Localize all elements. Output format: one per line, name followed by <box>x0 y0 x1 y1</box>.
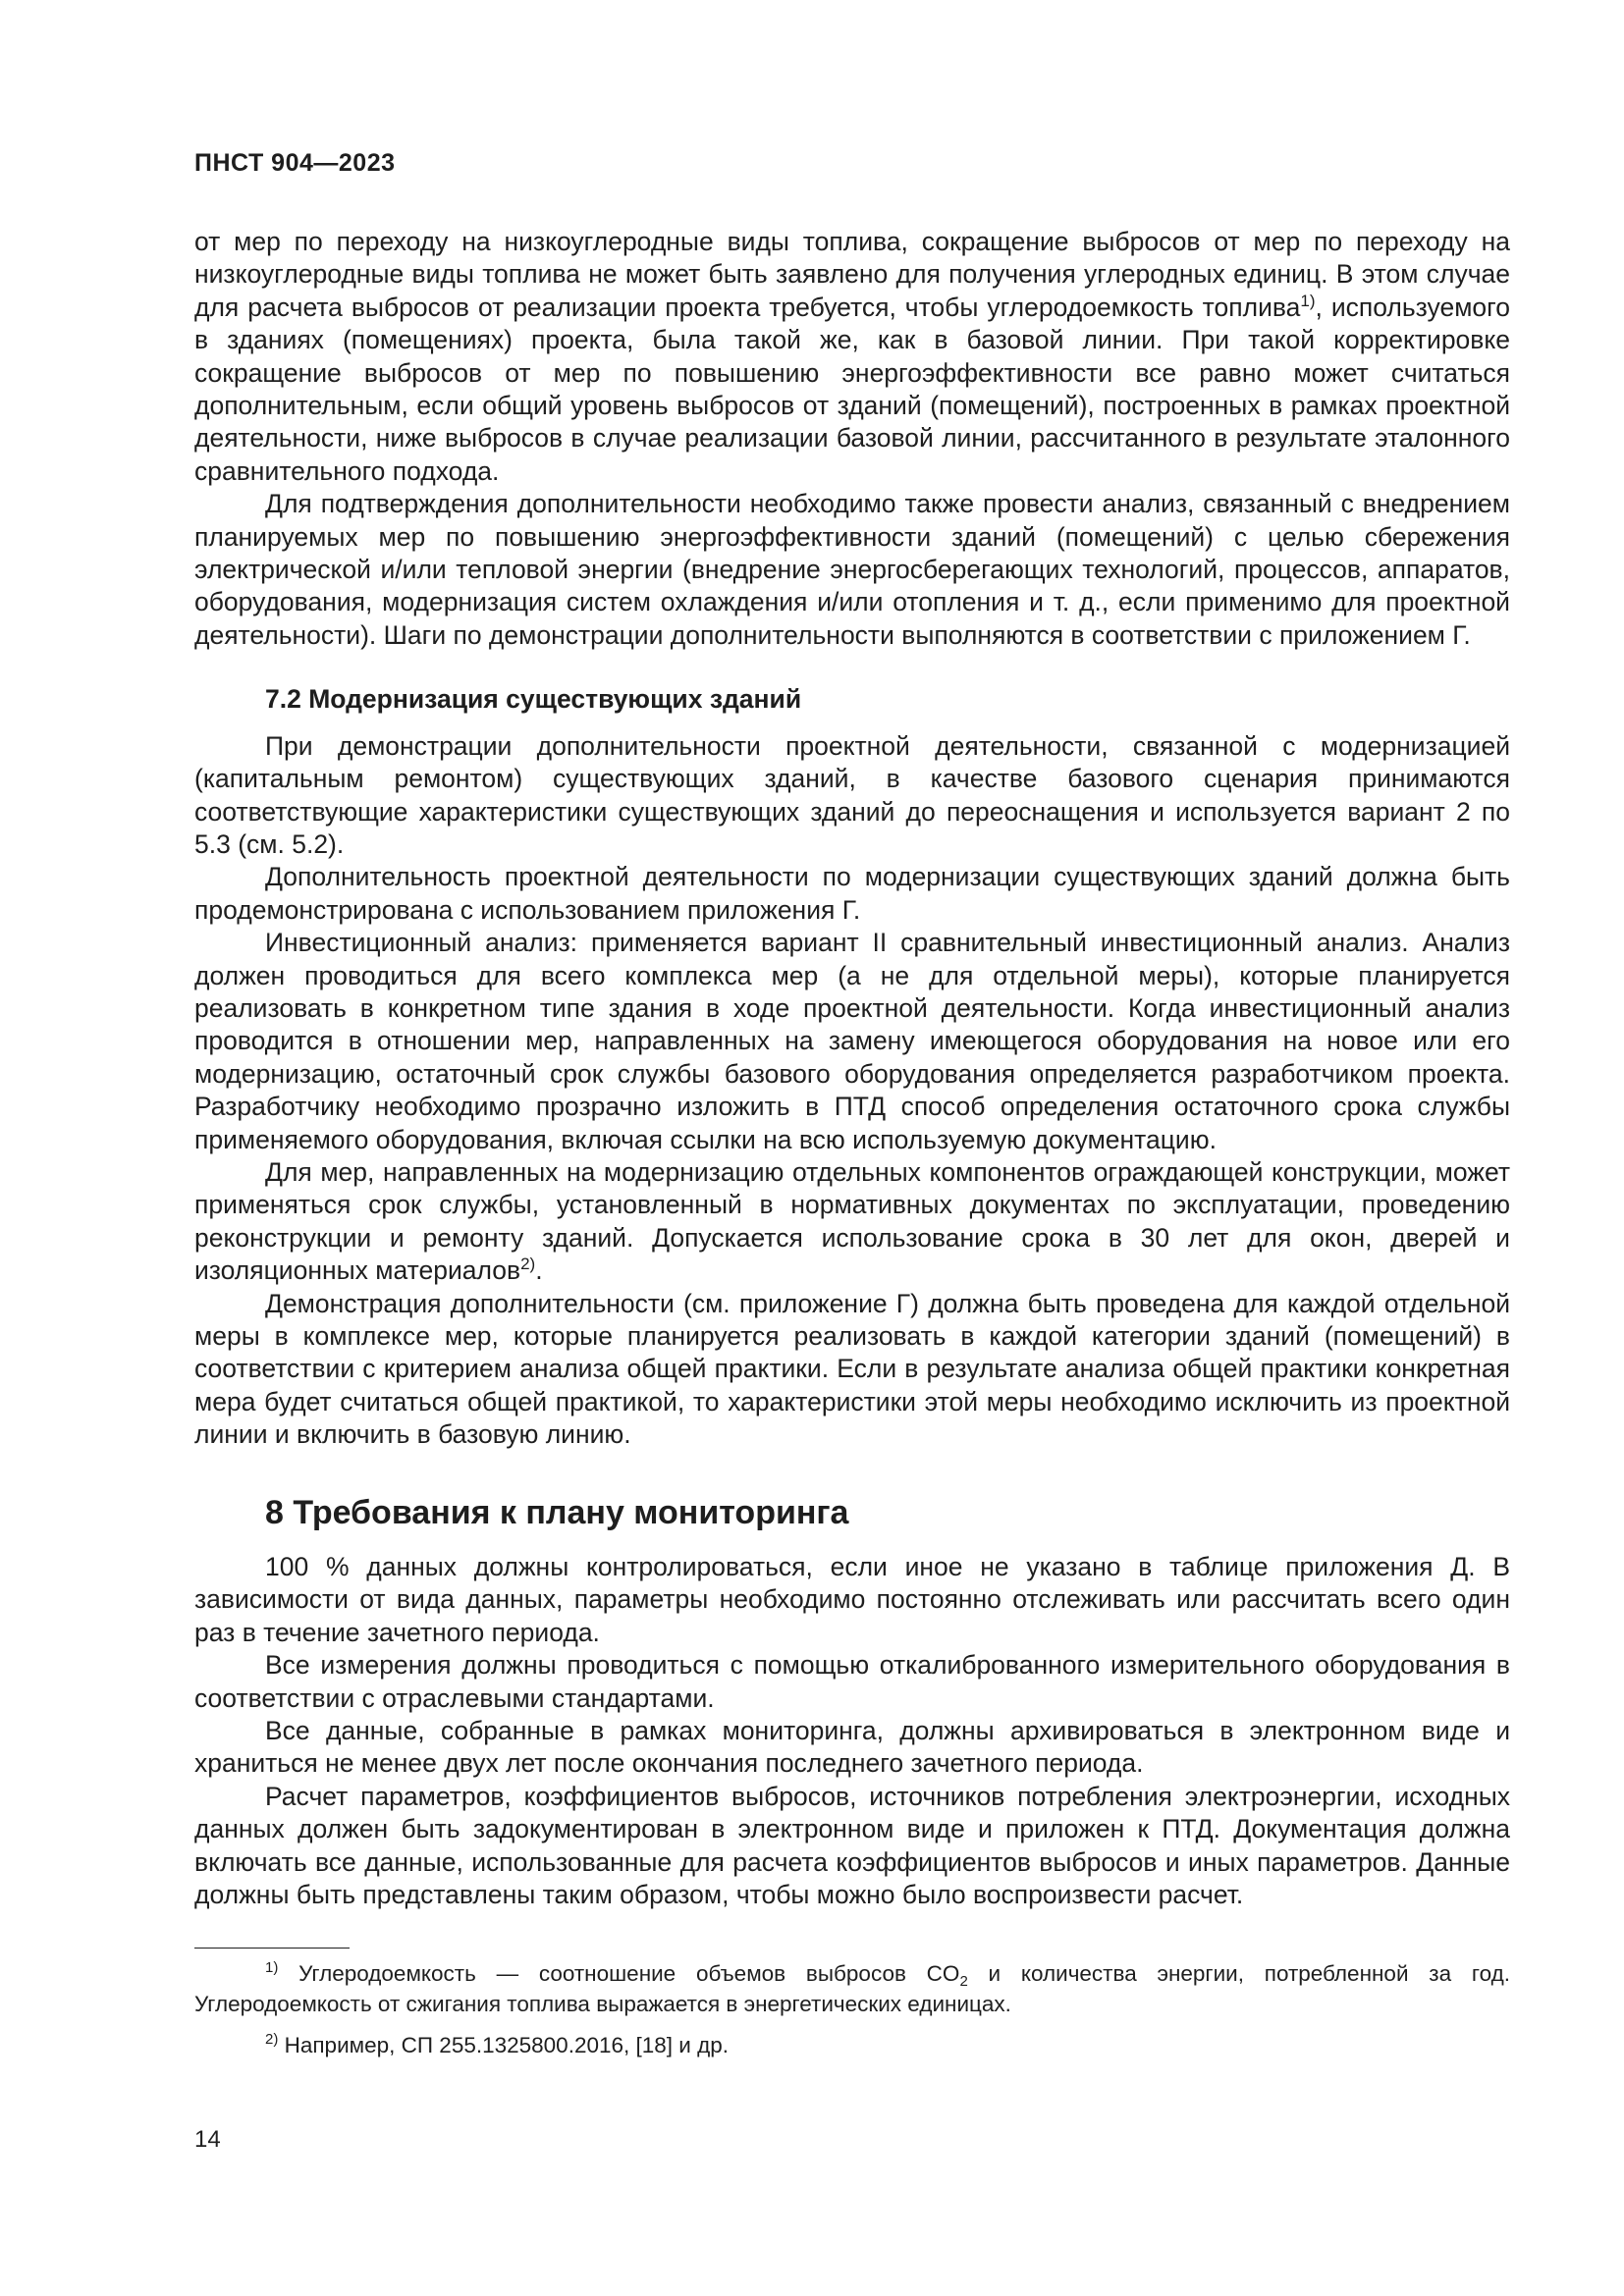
section-heading-8: 8 Требования к плану мониторинга <box>265 1493 849 1531</box>
paragraph: 100 % данных должны контролироваться, если иное не указано в таблице приложения Д. В зависимости от вида данных, параметры необходимо постоянно отслеживать или рассчитать всего один раз в течение зачетного периода. <box>194 1552 1510 1647</box>
paragraph: Все данные, собранные в рамках мониторинга, должны архивироваться в электронном виде и храниться не менее двух лет после окончания последнего зачетного периода. <box>194 1716 1510 1779</box>
footnote-ref-2: 2) <box>520 1255 536 1274</box>
section-heading-7-2: 7.2 Модернизация существующих зданий <box>265 684 802 715</box>
paragraph: Расчет параметров, коэффициентов выбросов, источников потребления электроэнергии, исходных данных должен быть задокументирован в электронном виде и приложен к ПТД. Документация должна включать все данные, использованные для расчета коэффициентов выбросов и иных параметров. Данные должны быть представлены таким образом, чтобы можно было воспроизвести расчет. <box>194 1781 1510 1910</box>
paragraph-continuation: от мер по переходу на низкоуглеродные виды топлива, сокращение выбросов от мер по переходу на низкоуглеродные виды топлива не может быть заявлено для получения углеродных единиц. В этом случае для расчета выбросов от реализации проекта требуется, чтобы углеродоемкость топлива$^{1)}$, используемого в зданиях (помещениях) проекта, была такой же, как в базовой линии. При такой корректировке сокращение выбросов от мер по повышению энергоэффективности все равно может считаться дополнительным, если общий уровень выбросов от зданий (помещений), построенных в рамках проектной деятельности, ниже выбросов в случае реализации базовой линии, рассчитанного в результате эталонного сравнительного подхода. <box>194 227 1510 486</box>
footnotes <box>194 1958 1510 2071</box>
paragraph: При демонстрации дополнительности проектной деятельности, связанной с модернизацией (капитальным ремонтом) существующих зданий, в качестве базового сценария принимаются соответствующие характеристики существующих зданий до переоснащения и используется вариант 2 по 5.3 (см. 5.2). <box>194 730 1510 859</box>
paragraph: Инвестиционный анализ: применяется вариант II сравнительный инвестиционный анализ. Анализ должен проводиться для всего комплекса мер (а не для отдельной меры), которые планируется реализовать в конкретном типе здания в ходе проектной деятельности. Когда инвестиционный анализ проводится в отношении мер, направленных на замену имеющегося оборудования на новое или его модернизацию, остаточный срок службы базового оборудования определяется разработчиком проекта. Разработчику необходимо прозрачно изложить в ПТД способ определения остаточного срока службы применяемого оборудования, включая ссылки на всю используемую документацию. <box>194 928 1510 1154</box>
paragraph: Дополнительность проектной деятельности по модернизации существующих зданий должна быть продемонстрирована с использованием приложения Г. <box>194 862 1510 925</box>
paragraph: Демонстрация дополнительности (см. приложение Г) должна быть проведена для каждой отдельной меры в комплексе мер, которые планируется реализовать в каждой категории зданий (помещений) в соответствии с критерием анализа общей практики. Если в результате анализа общей практики конкретная мера будет считаться общей практикой, то характеристики этой меры необходимо исключить из проектной линии и включить в базовую линию. <box>194 1288 1510 1450</box>
footnote-2: $^{2)}$ Например, СП 255.1325800.2016, [18] и др. <box>265 2031 729 2057</box>
document-header: ПНСТ 904—2023 <box>194 149 396 177</box>
page-number: 14 <box>194 2126 221 2153</box>
footnote-1: $^{1)}$ Углеродоемкость — соотношение объемов выбросов $CO_2$ и количества энергии, потребленной за год. Углеродоемкость от сжигания топлива выражается в энергетических единицах. <box>194 1959 1510 2016</box>
main-content <box>194 226 1510 1912</box>
paragraph: Все измерения должны проводиться с помощью откалиброванного измерительного оборудования в соответствии с отраслевыми стандартами. <box>194 1650 1510 1713</box>
footnote-divider <box>194 1948 350 1949</box>
footnote-ref-1: 1) <box>1300 291 1316 310</box>
paragraph: Для мер, направленных на модернизацию отдельных компонентов ограждающей конструкции, может применяться срок службы, установленный в нормативных документах по эксплуатации, проведению реконструкции и ремонту зданий. Допускается использование срока в 30 лет для окон, дверей и изоляционных материалов$^{2)}$. <box>194 1156 1510 1286</box>
paragraph: Для подтверждения дополнительности необходимо также провести анализ, связанный с внедрением планируемых мер по повышению энергоэффективности зданий (помещений) с целью сбережения электрической и/или тепловой энергии (внедрение энергосберегающих технологий, процессов, аппаратов, оборудования, модернизация систем охлаждения и/или отопления и т. д., если применимо для проектной деятельности). Шаги по демонстрации дополнительности выполняются в соответствии с приложением Г. <box>194 489 1510 650</box>
